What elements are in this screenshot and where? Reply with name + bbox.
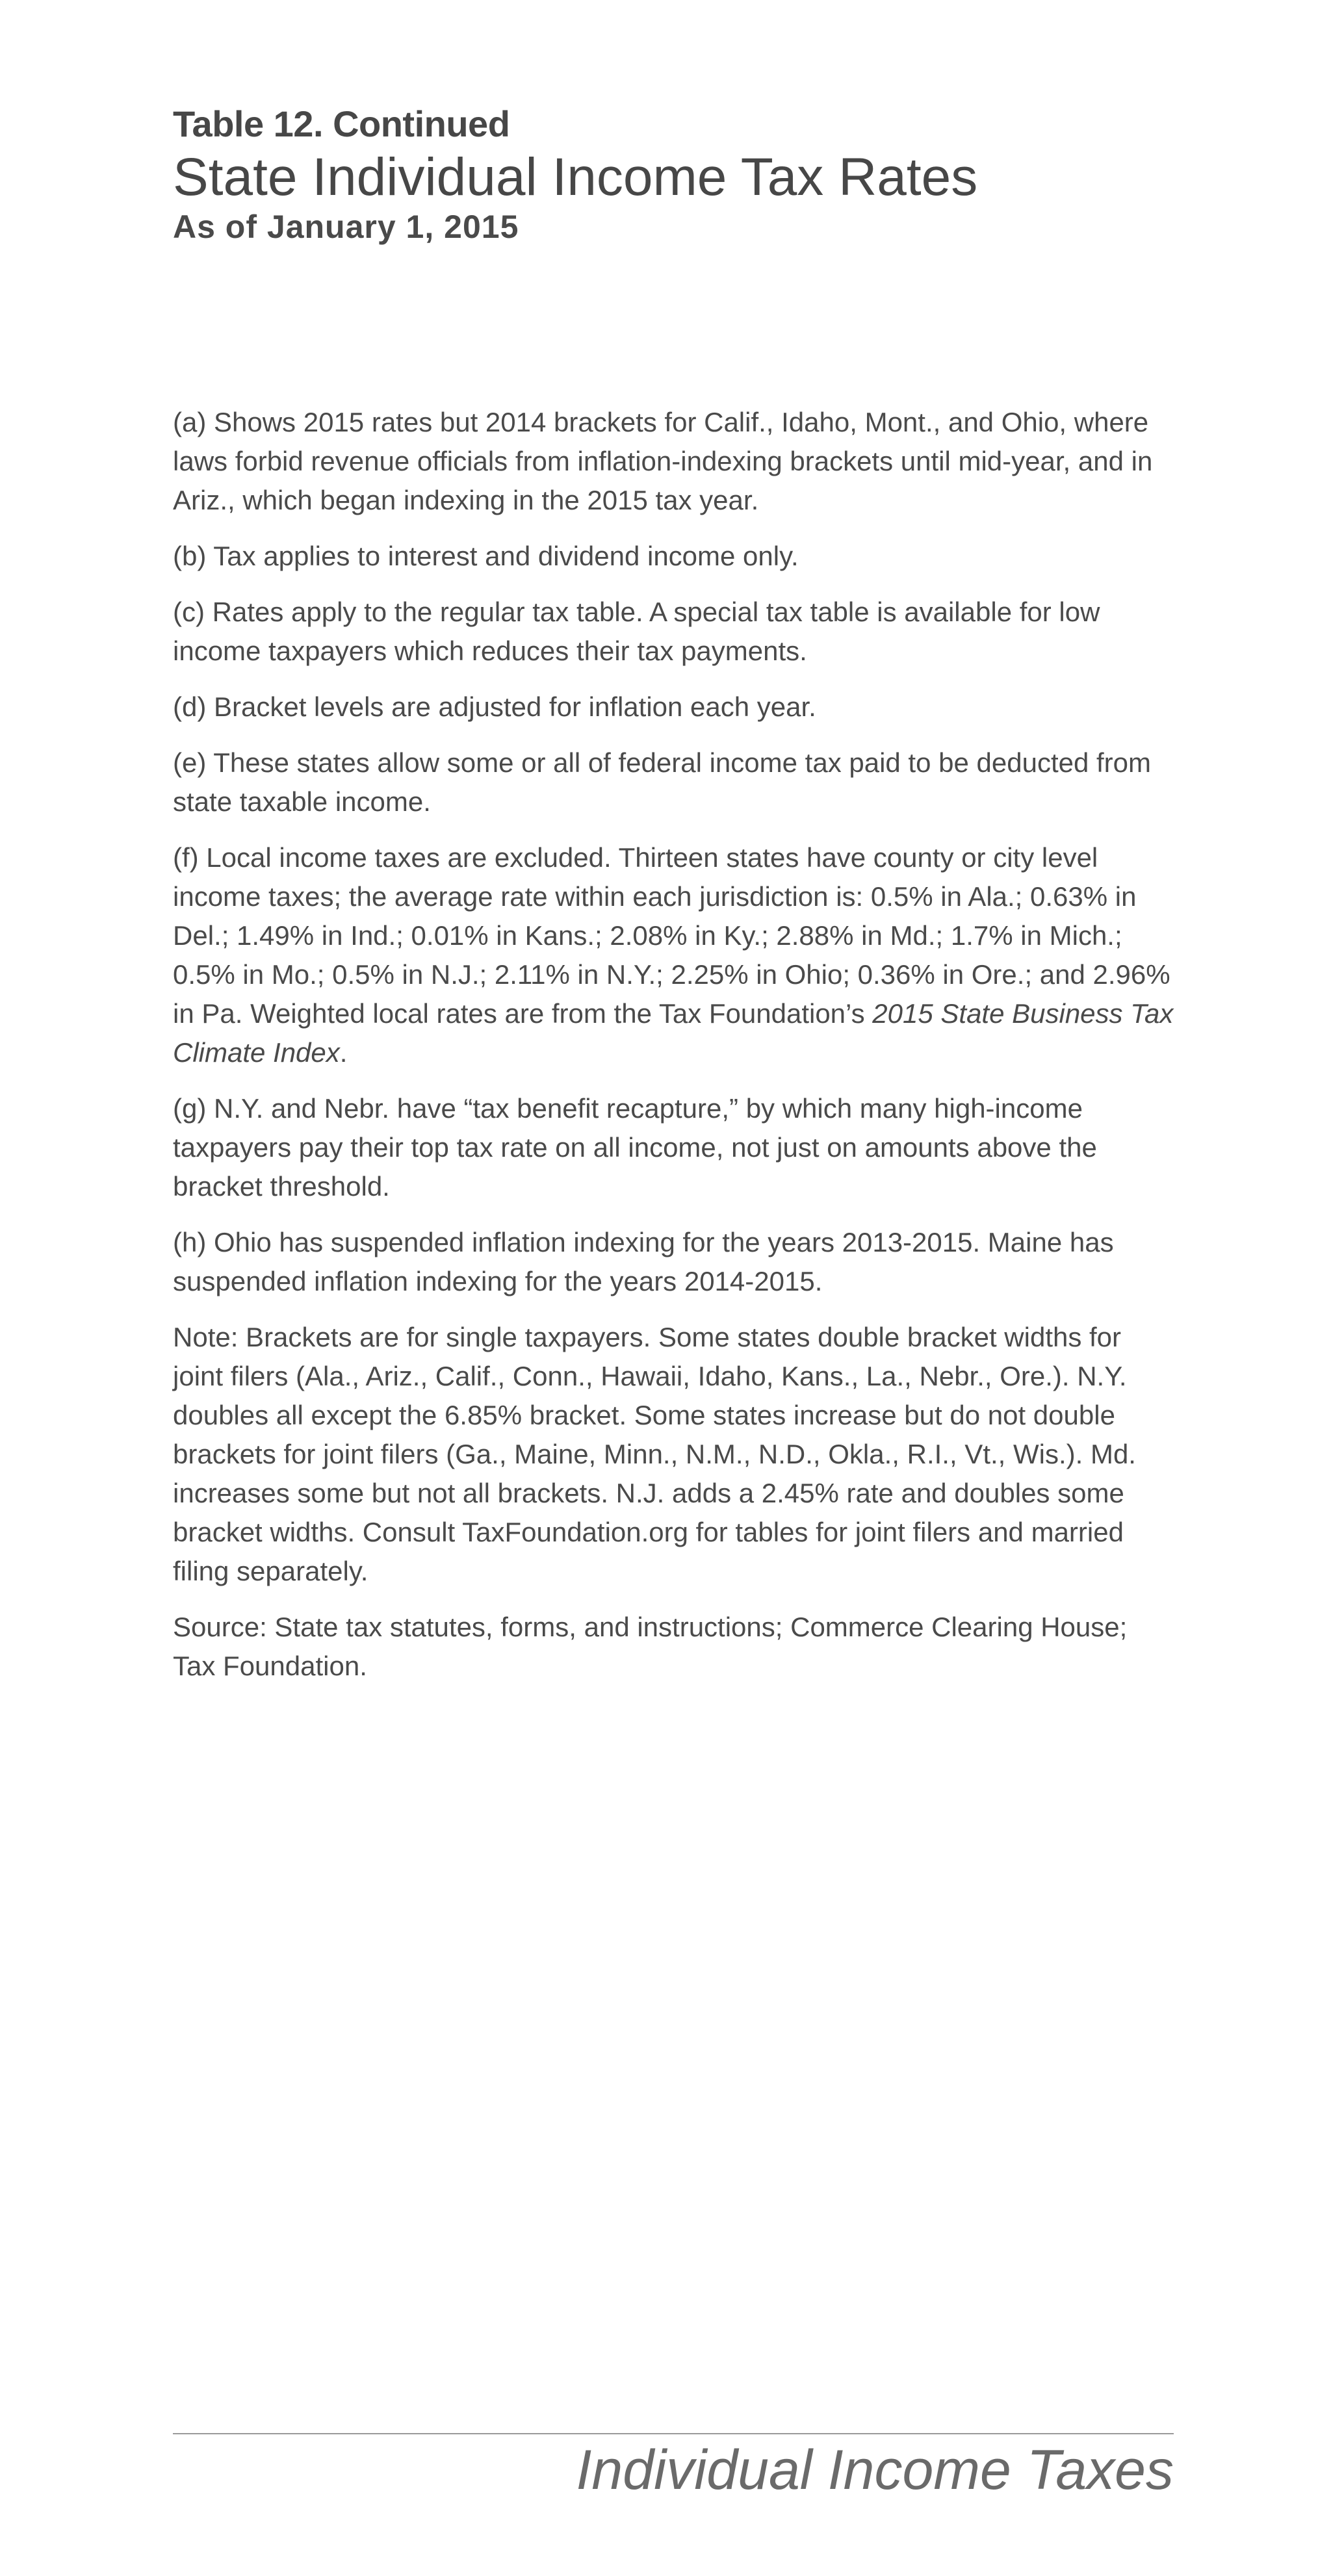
footnote-f	[173, 838, 1174, 1072]
footnote-f-end: .	[339, 1037, 348, 1068]
bracket-note: Note: Brackets are for single taxpayers. Some states double bracket widths for joint filers (Ala., Ariz., Calif., Conn., Hawaii, Idaho, Kans., La., Nebr., Ore.). N.Y. doubles all except the 6.85% bracket. Some states increase but do not double brackets for joint filers (Ga., Maine, Minn., N.M., N.D., Okla., R.I., Vt., Wis.). Md. increases some but not all brackets. N.J. adds a 2.45% rate and doubles some bracket widths. Consult TaxFoundation.org for tables for joint filers and married filing separately.	[173, 1322, 1136, 1586]
footnote-f-publication: 2015 State Business Tax Climate Index	[173, 998, 1174, 1068]
page-subtitle: As of January 1, 2015	[173, 209, 519, 245]
footer-section-title: Individual Income Taxes	[576, 2439, 1174, 2501]
table-label: Table 12. Continued	[173, 103, 510, 144]
footnote-b: (b) Tax applies to interest and dividend income only.	[173, 541, 799, 571]
page-title: State Individual Income Tax Rates	[173, 148, 978, 207]
footer-divider	[173, 2433, 1174, 2434]
footnote-h: (h) Ohio has suspended inflation indexing for the years 2013-2015. Maine has suspended inflation indexing for the years 2014-2015.	[173, 1227, 1114, 1296]
footnote-d: (d) Bracket levels are adjusted for inflation each year.	[173, 691, 816, 722]
footnote-c: (c) Rates apply to the regular tax table. A special tax table is available for low income taxpayers which reduces their tax payments.	[173, 597, 1100, 666]
footnotes	[173, 403, 1174, 1703]
footnote-g: (g) N.Y. and Nebr. have “tax benefit recapture,” by which many high-income taxpayers pay their top tax rate on all income, not just on amounts above the bracket threshold.	[173, 1093, 1097, 1202]
footnote-a: (a) Shows 2015 rates but 2014 brackets for Calif., Idaho, Mont., and Ohio, where laws forbid revenue officials from inflation-indexing brackets until mid-year, and in Ariz., which began indexing in the 2015 tax year.	[173, 407, 1153, 515]
source-note: Source: State tax statutes, forms, and instructions; Commerce Clearing House; Tax Foundation.	[173, 1612, 1128, 1681]
footnote-f-text: (f) Local income taxes are excluded. Thirteen states have county or city level income taxes; the average rate within each jurisdiction is: 0.5% in Ala.; 0.63% in Del.; 1.49% in Ind.; 0.01% in Kans.; 2.08% in Ky.; 2.88% in Md.; 1.7% in Mich.; 0.5% in Mo.; 0.5% in N.J.; 2.11% in N.Y.; 2.25% in Ohio; 0.36% in Ore.; and 2.96% in Pa. Weighted local rates are from the Tax Foundation’s	[173, 842, 1170, 1029]
footnote-e: (e) These states allow some or all of federal income tax paid to be deducted from state taxable income.	[173, 747, 1152, 817]
document-page	[173, 0, 1174, 2576]
